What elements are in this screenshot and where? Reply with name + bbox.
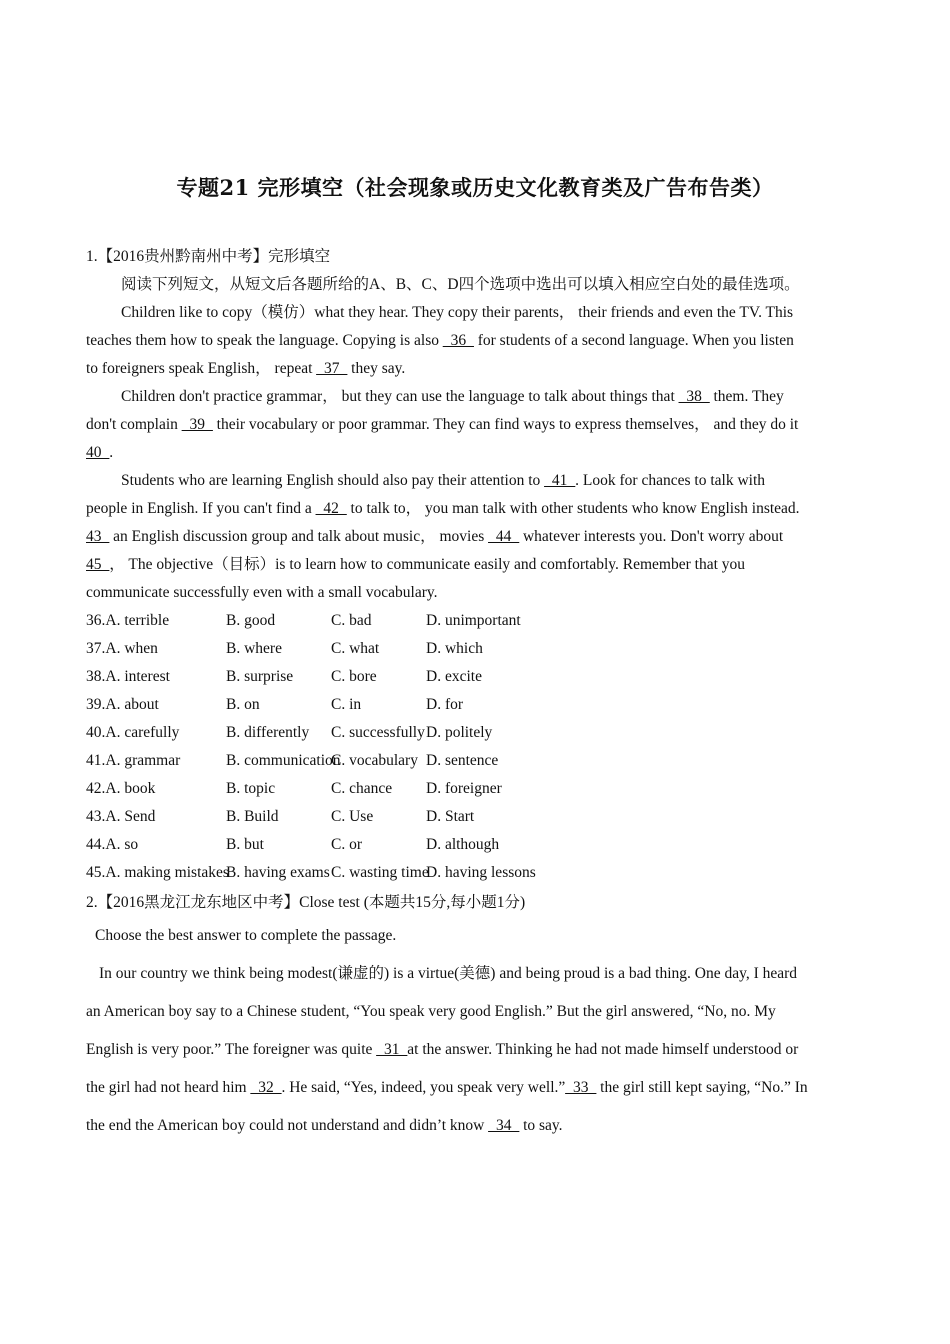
passage-line: an American boy say to a Chinese student, “You speak very good English.” But the girl answered, “No, no. My xyxy=(86,1003,776,1020)
passage-line: the end the American boy could not understand and didn’t know _34_ to say. xyxy=(86,1117,563,1134)
passage-line: don't complain _39_ their vocabulary or poor grammar. They can find ways to express themselves， and they do it xyxy=(86,416,799,433)
options-list xyxy=(86,607,866,887)
q2-passage xyxy=(86,917,866,1145)
page-title: 专题21 完形填空（社会现象或历史文化教育类及广告布告类） xyxy=(176,175,774,200)
blank-37: _37_ xyxy=(316,360,348,377)
blank-32: _32_ xyxy=(250,1079,282,1096)
blank-41: _41_ xyxy=(544,472,576,489)
passage-line: Children don't practice grammar， but they can use the language to talk about things that _38_ them. They xyxy=(121,388,784,405)
blank-38: _38_ xyxy=(678,388,710,405)
passage-line: In our country we think being modest(谦虚的) is a virtue(美德) and being proud is a bad thing. One day, I heard xyxy=(99,965,798,982)
blank-44: _44_ xyxy=(488,528,520,545)
option-row: 40.A. carefully B. differently C. successfully D. politely xyxy=(86,724,493,741)
q1-instruction: 阅读下列短文，从短文后各题所给的A、B、C、D四个选项中选出可以填入相应空白处的最佳选项。 xyxy=(121,276,800,293)
option-row: 41.A. grammar B. communication C. vocabulary D. sentence xyxy=(86,752,499,769)
option-row: 36.A. terrible B. good C. bad D. unimportant xyxy=(86,612,521,629)
option-row: 43.A. Send B. Build C. Use D. Start xyxy=(86,808,475,825)
blank-42: _42_ xyxy=(315,500,347,517)
option-row: 38.A. interest B. surprise C. bore D. excite xyxy=(86,668,482,685)
passage-line: 45_， The objective（目标）is to learn how to communicate easily and comfortably. Remember that you xyxy=(86,556,746,573)
blank-31: _31_ xyxy=(376,1041,408,1058)
document-body xyxy=(86,243,866,1145)
passage-line: Children like to copy（模仿）what they hear. They copy their parents， their friends and even the TV. This xyxy=(121,304,794,321)
blank-36: _36_ xyxy=(442,332,474,349)
passage-line: teaches them how to speak the language. Copying is also _36_ for students of a second language. When you listen xyxy=(86,332,794,349)
blank-43: 43_ xyxy=(86,528,110,545)
passage-line: the girl had not heard him _32_. He said, “Yes, indeed, you speak very well.”_33_ the girl still kept saying, “No.” In xyxy=(86,1079,808,1096)
blank-34: _34_ xyxy=(488,1117,520,1134)
option-row: 39.A. about B. on C. in D. for xyxy=(86,696,464,713)
q2-heading: 2.【2016黑龙江龙东地区中考】Close test (本题共15分,每小题1分) xyxy=(86,894,526,911)
passage-line: to foreigners speak English， repeat _37_ they say. xyxy=(86,360,406,377)
passage-line: English is very poor.” The foreigner was quite _31_at the answer. Thinking he had not made himself understood or xyxy=(86,1041,799,1058)
option-row: 45.A. making mistakes B. having exams C. wasting time D. having lessons xyxy=(86,864,536,881)
blank-40: 40_ xyxy=(86,444,110,461)
passage-line: 40_. xyxy=(86,444,114,461)
q2-instruction: Choose the best answer to complete the passage. xyxy=(95,927,397,944)
q1-heading: 1.【2016贵州黔南州中考】完形填空 xyxy=(86,248,331,265)
passage-line: 43_ an English discussion group and talk about music， movies _44_ whatever interests you. Don't worry about xyxy=(86,528,784,545)
option-row: 37.A. when B. where C. what D. which xyxy=(86,640,483,657)
blank-39: _39_ xyxy=(181,416,213,433)
option-row: 42.A. book B. topic C. chance D. foreigner xyxy=(86,780,502,797)
passage-line: communicate successfully even with a small vocabulary. xyxy=(86,584,438,601)
option-row: 44.A. so B. but C. or D. although xyxy=(86,836,500,853)
passage-line: Students who are learning English should also pay their attention to _41_. Look for chances to talk with xyxy=(121,472,765,489)
blank-33: _33_ xyxy=(565,1079,597,1096)
passage-line: people in English. If you can't find a _42_ to talk to， you man talk with other students who know English instead. xyxy=(86,500,800,517)
blank-45: 45_ xyxy=(86,556,110,573)
